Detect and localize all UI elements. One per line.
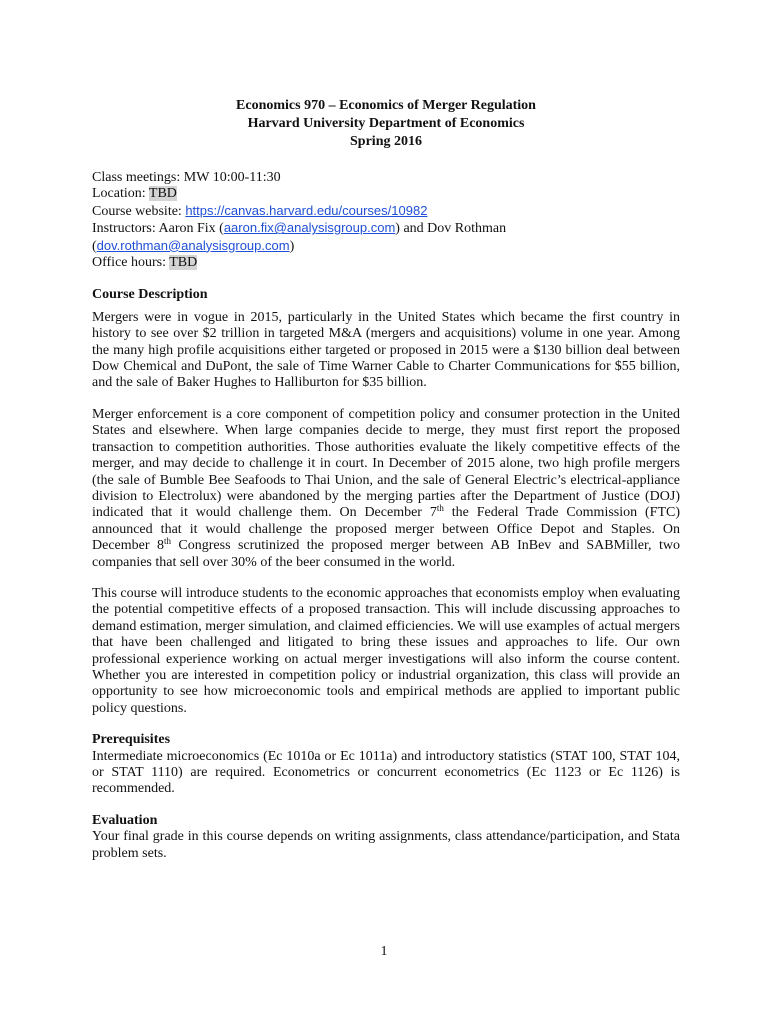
instructor2-email-line [92, 238, 680, 255]
page-number: 1 [380, 944, 388, 959]
course-info [92, 170, 680, 271]
instructor-joiner: ) and Dov Rothman [395, 221, 507, 237]
office-hours-label: Office hours: [92, 255, 166, 271]
class-meetings-label: Class meetings: [92, 170, 181, 185]
evaluation-section [92, 813, 680, 862]
term: Spring 2016 [350, 134, 422, 149]
p2-sup-1: th [436, 503, 444, 514]
prerequisites-heading: Prerequisites [92, 732, 171, 748]
p2-part-c: Congress scrutinized the proposed merger between AB InBev and SABMiller, two companies that sell over 30% of the beer consumed in the world. [92, 538, 680, 570]
page-content [92, 97, 680, 862]
instructors-label: Instructors: [92, 221, 156, 237]
instructor2-open: ( [92, 238, 97, 254]
instructor2-close: ) [289, 238, 295, 254]
location-label: Location: [92, 186, 146, 202]
location-line [92, 186, 680, 202]
p2-part-b: the Federal Trade Commission (FTC) announced that it would challenge the proposed merger between Office Depot and Staples. On December 8 [92, 505, 681, 554]
instructor2-email-link[interactable]: dov.rothman@analysisgroup.com [96, 237, 290, 253]
department: Harvard University Department of Economics [247, 116, 525, 131]
description-paragraph-2 [92, 407, 680, 571]
prerequisites-section [92, 732, 680, 798]
p2-part-a: Merger enforcement is a core component of competition policy and consumer protection in the United States and elsewhere. When large companies decide to merge, they must first report the proposed transaction to competition authorities. Those authorities evaluate the likely competitive effects of the merger, and may decide to challenge it in court. In December of 2015 alone, two high profile mergers (the sale of Bumble Bee Seafoods to Thai Union, and the sale of General Electric’s electrical-appliance division to Electrolux) were abandoned by the merging parties after the Department of Justice (DOJ) indicated that it would challenge them. On December 7 [92, 406, 680, 521]
instructor1-name: Aaron Fix ( [158, 221, 224, 237]
office-hours-value: TBD [169, 255, 198, 271]
course-description-heading: Course Description [92, 287, 208, 303]
evaluation-text: Your final grade in this course depends on writing assignments, class attendance/participation, and Stata problem sets. [92, 829, 680, 861]
instructor1-email-link[interactable]: aaron.fix@analysisgroup.com [223, 220, 396, 236]
office-hours-line [92, 255, 680, 271]
course-description-section [92, 287, 680, 717]
instructors-line [92, 220, 680, 237]
p2-sup-2: th [163, 536, 171, 547]
evaluation-heading: Evaluation [92, 812, 158, 828]
class-meetings-value: MW 10:00-11:30 [183, 170, 281, 185]
website-label: Course website: [92, 203, 182, 219]
website-line [92, 203, 680, 220]
document-header [92, 97, 680, 151]
class-meetings-line [92, 170, 680, 186]
description-paragraph-1: Mergers were in vogue in 2015, particularly in the United States which became the first country in history to see over $2 trillion in targeted M&A (mergers and acquisitions) volume in one year. Among the many high profile acquisitions either targeted or proposed in 2015 were a $130 billion deal between Dow Chemical and DuPont, the sale of Time Warner Cable to Charter Communications for $55 billion, and the sale of Baker Hughes to Halliburton for $35 billion. [92, 309, 680, 391]
location-value: TBD [148, 186, 177, 202]
prerequisites-text: Intermediate microeconomics (Ec 1010a or Ec 1011a) and introductory statistics (STAT 100, STAT 104, or STAT 1110) are required. Econometrics or concurrent econometrics (Ec 1123 or Ec 1126) is recommended. [92, 748, 680, 797]
course-title: Economics 970 – Economics of Merger Regulation [236, 98, 536, 113]
course-website-link[interactable]: https://canvas.harvard.edu/courses/10982 [185, 202, 428, 218]
description-paragraph-3: This course will introduce students to the economic approaches that economists employ when evaluating the potential competitive effects of a proposed transaction. This will include discussing approaches to demand estimation, merger simulation, and claimed efficiencies. We will use examples of actual mergers that have been challenged and litigated to bring these issues and approaches to life. Our own professional experience working on actual merger investigations will also inform the course content. Whether you are interested in competition policy or industrial organization, this class will provide an opportunity to see how microeconomic tools and empirical methods are applied to important public policy questions. [92, 585, 680, 716]
